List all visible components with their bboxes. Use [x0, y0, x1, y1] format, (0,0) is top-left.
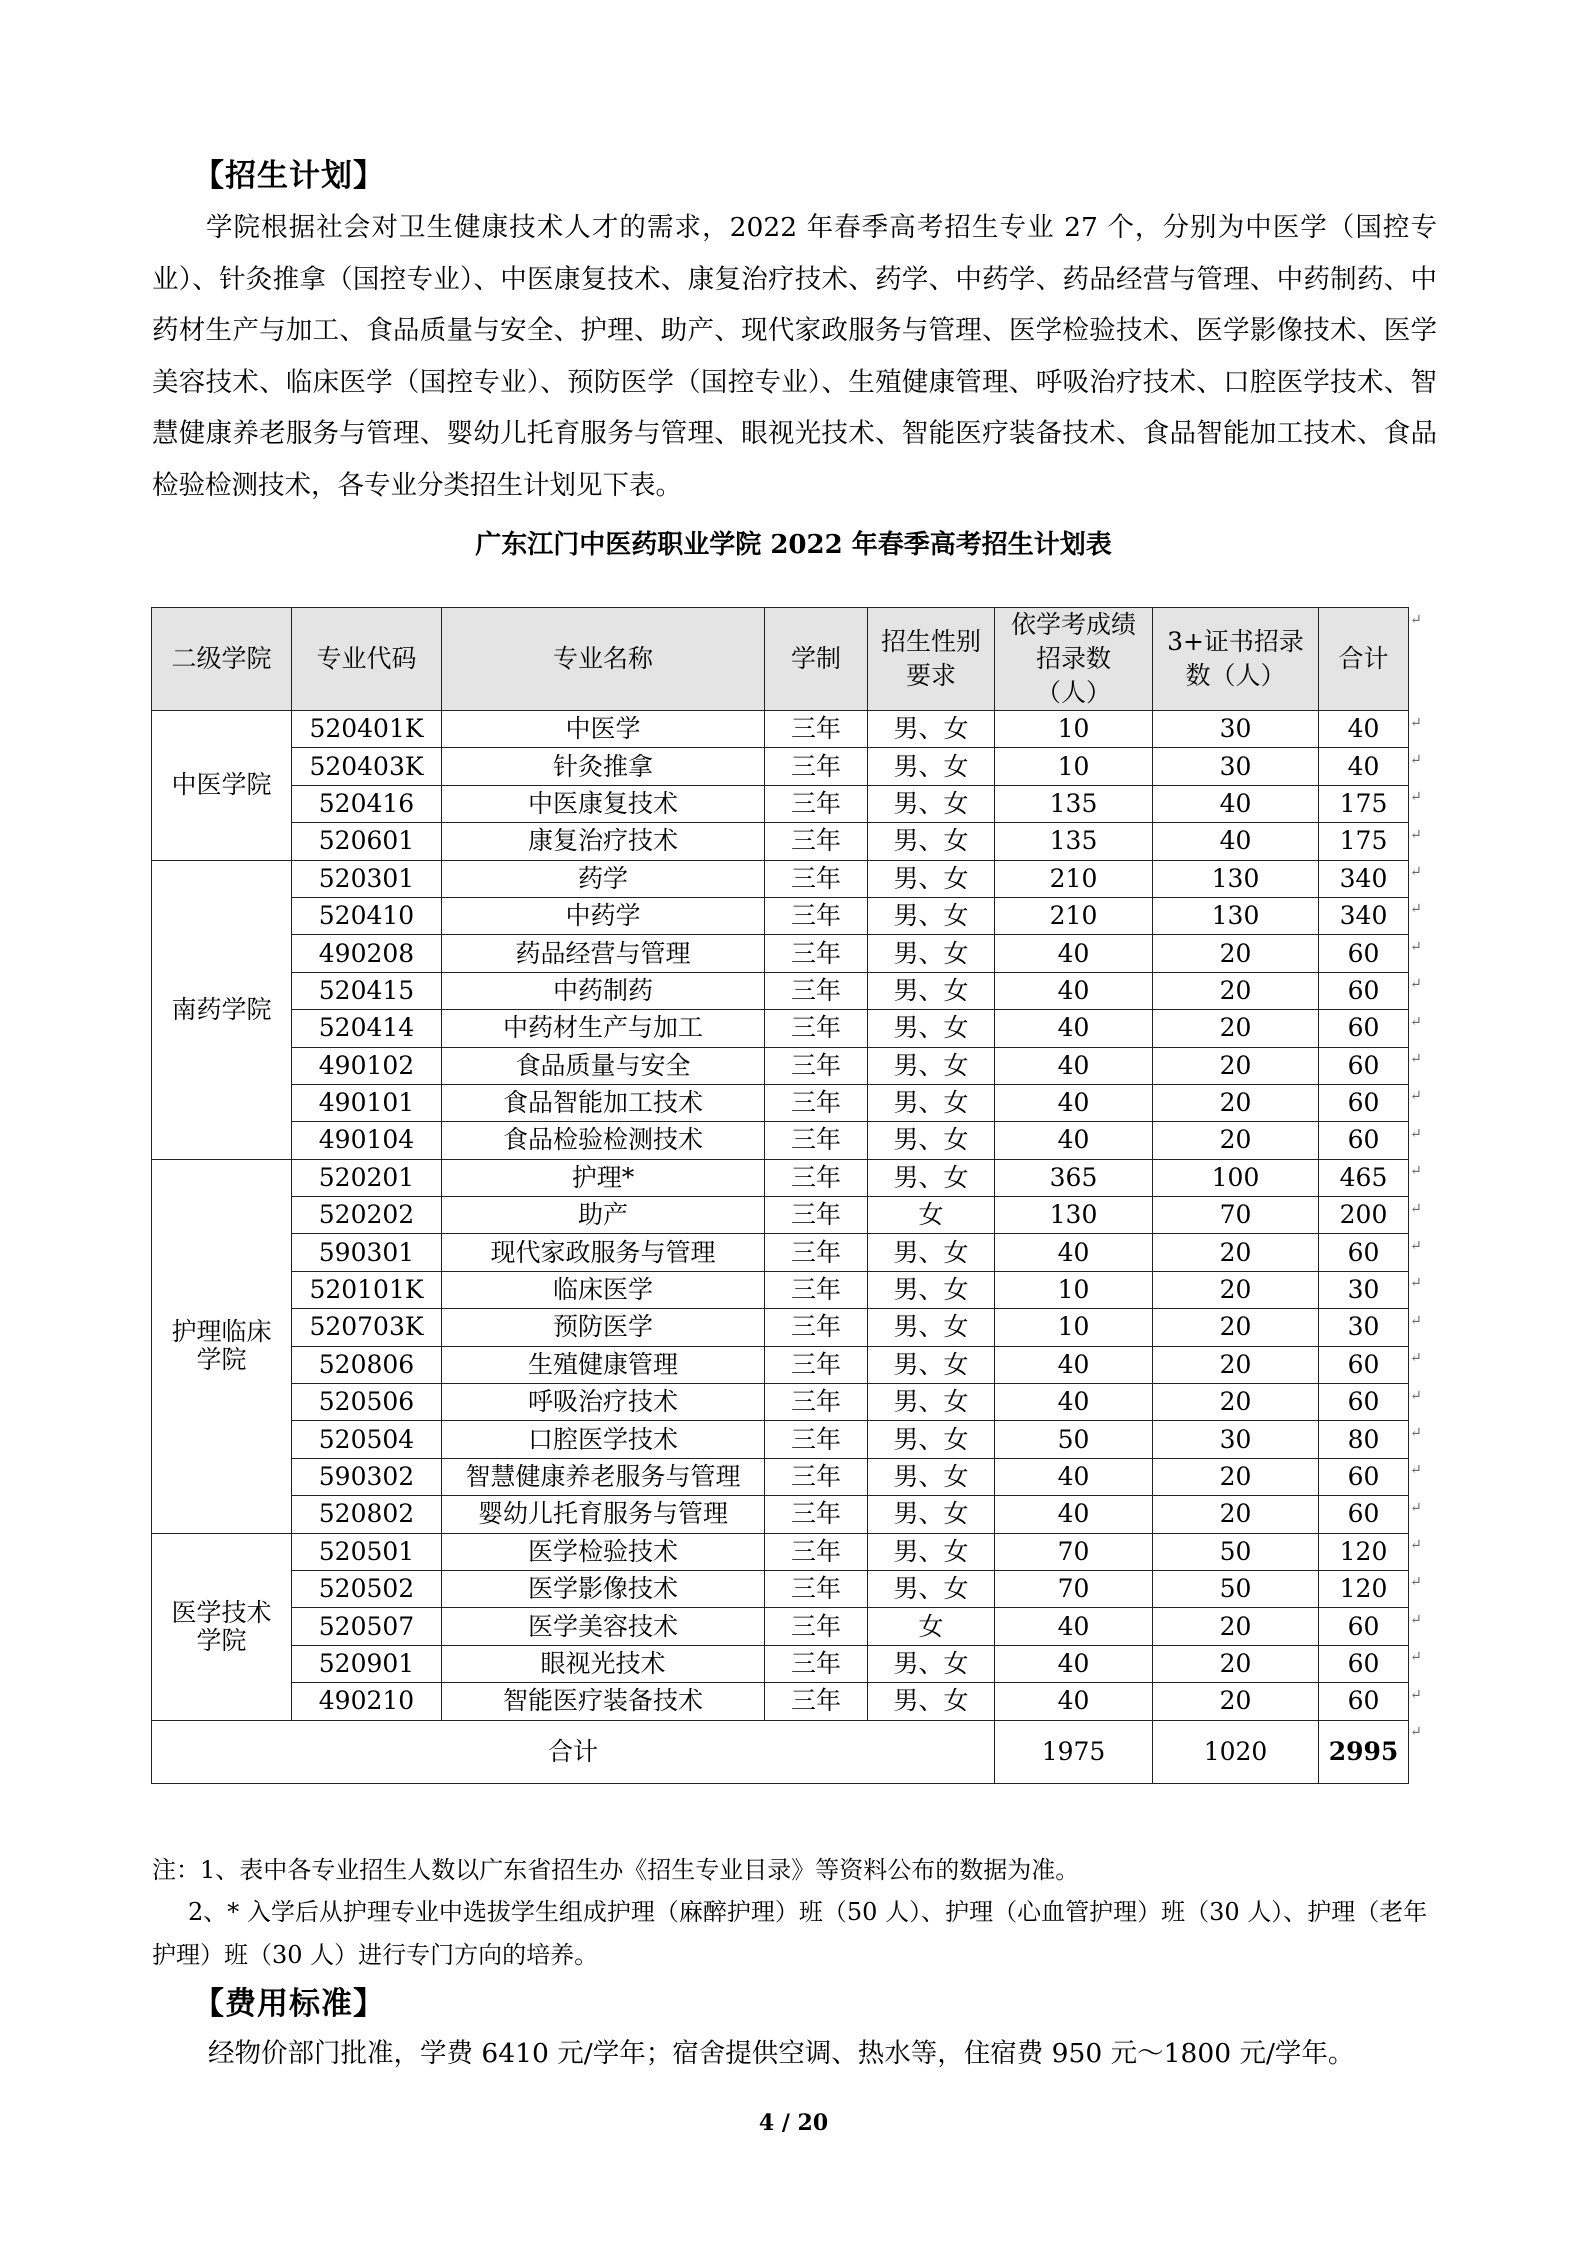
- major-name: 生殖健康管理: [442, 1346, 765, 1383]
- major-name: 中药学: [442, 897, 765, 934]
- table-row: [152, 1570, 1409, 1607]
- row-total: 340: [1319, 897, 1409, 934]
- total-cert-quota: 1020: [1153, 1720, 1319, 1783]
- cert-quota: 20: [1153, 935, 1319, 972]
- major-code: 520802: [292, 1496, 442, 1533]
- row-end-mark: ↵: [1410, 1350, 1422, 1367]
- gender-requirement: 男、女: [868, 897, 995, 934]
- table-row: [152, 1234, 1409, 1271]
- major-code: 520101K: [292, 1271, 442, 1308]
- cert-quota: 20: [1153, 1047, 1319, 1084]
- cert-quota: 20: [1153, 1084, 1319, 1121]
- major-name: 食品检验检测技术: [442, 1122, 765, 1159]
- major-name: 呼吸治疗技术: [442, 1384, 765, 1421]
- cert-quota: 20: [1153, 1645, 1319, 1682]
- row-end-mark: ↵: [1410, 976, 1422, 993]
- score-quota: 210: [995, 860, 1153, 897]
- table-row: [152, 1421, 1409, 1458]
- row-total: 40: [1319, 748, 1409, 785]
- score-quota: 70: [995, 1533, 1153, 1570]
- duration: 三年: [765, 1570, 868, 1607]
- major-name: 医学美容技术: [442, 1608, 765, 1645]
- gender-requirement: 男、女: [868, 748, 995, 785]
- row-total: 60: [1319, 1496, 1409, 1533]
- duration: 三年: [765, 1645, 868, 1682]
- row-end-mark: ↵: [1410, 1537, 1422, 1554]
- intro-paragraph: 学院根据社会对卫生健康技术人才的需求，2022 年春季高考招生专业 27 个，分别为中医学（国控专业）、针灸推拿（国控专业）、中医康复技术、康复治疗技术、药学、中药学、药品经营与管理、中药制药、中药材生产与加工、食品质量与安全、护理、助产、现代家政服务与管理、医学检验技术、医学影像技术、医学美容技术、临床医学（国控专业）、预防医学（国控专业）、生殖健康管理、呼吸治疗技术、口腔医学技术、智慧健康养老服务与管理、婴幼儿托育服务与管理、眼视光技术、智能医疗装备技术、食品智能加工技术、食品检验检测技术，各专业分类招生计划见下表。: [152, 212, 1437, 501]
- row-end-mark: ↵: [1410, 1200, 1422, 1217]
- cert-quota: 30: [1153, 711, 1319, 748]
- table-row: [152, 823, 1409, 860]
- score-quota: 40: [995, 1346, 1153, 1383]
- row-total: 60: [1319, 1084, 1409, 1121]
- major-name: 康复治疗技术: [442, 823, 765, 860]
- row-end-mark: ↵: [1410, 1686, 1422, 1703]
- gender-requirement: 男、女: [868, 711, 995, 748]
- gender-requirement: 男、女: [868, 1346, 995, 1383]
- duration: 三年: [765, 860, 868, 897]
- major-code: 520301: [292, 860, 442, 897]
- major-name: 药品经营与管理: [442, 935, 765, 972]
- duration: 三年: [765, 1234, 868, 1271]
- row-total: 200: [1319, 1197, 1409, 1234]
- row-end-mark: ↵: [1410, 1312, 1422, 1329]
- score-quota: 10: [995, 1309, 1153, 1346]
- major-code: 520415: [292, 972, 442, 1009]
- major-code: 520403K: [292, 748, 442, 785]
- total-score-quota: 1975: [995, 1720, 1153, 1783]
- major-name: 眼视光技术: [442, 1645, 765, 1682]
- major-name: 医学检验技术: [442, 1533, 765, 1570]
- total-label: 合计: [152, 1720, 995, 1783]
- major-name: 食品质量与安全: [442, 1047, 765, 1084]
- duration: 三年: [765, 748, 868, 785]
- cert-quota: 20: [1153, 1608, 1319, 1645]
- gender-requirement: 男、女: [868, 1010, 995, 1047]
- major-code: 520201: [292, 1159, 442, 1196]
- cert-quota: 20: [1153, 1683, 1319, 1720]
- row-end-mark: ↵: [1410, 1611, 1422, 1628]
- row-total: 175: [1319, 785, 1409, 822]
- note-2: 2、* 入学后从护理专业中选拔学生组成护理（麻醉护理）班（50 人）、护理（心血管护理）班（30 人）、护理（老年护理）班（30 人）进行专门方向的培养。: [152, 1898, 1428, 1969]
- duration: 三年: [765, 1346, 868, 1383]
- major-code: 520202: [292, 1197, 442, 1234]
- row-end-mark: ↵: [1410, 1237, 1422, 1254]
- cert-quota: 20: [1153, 972, 1319, 1009]
- duration: 三年: [765, 1309, 868, 1346]
- section-heading-fee: 【费用标准】: [193, 1986, 385, 2022]
- row-total: 30: [1319, 1271, 1409, 1308]
- duration: 三年: [765, 1197, 868, 1234]
- table-row: [152, 1047, 1409, 1084]
- row-end-mark: ↵: [1410, 611, 1422, 628]
- score-quota: 40: [995, 1234, 1153, 1271]
- gender-requirement: 男、女: [868, 1384, 995, 1421]
- row-total: 60: [1319, 935, 1409, 972]
- row-total: 465: [1319, 1159, 1409, 1196]
- cert-quota: 20: [1153, 1384, 1319, 1421]
- row-end-mark: ↵: [1410, 1275, 1422, 1292]
- duration: 三年: [765, 1608, 868, 1645]
- gender-requirement: 男、女: [868, 1309, 995, 1346]
- row-end-mark: ↵: [1410, 789, 1422, 806]
- row-total: 80: [1319, 1421, 1409, 1458]
- major-code: 520806: [292, 1346, 442, 1383]
- table-row: [152, 1010, 1409, 1047]
- major-code: 490210: [292, 1683, 442, 1720]
- gender-requirement: 男、女: [868, 1533, 995, 1570]
- major-name: 医学影像技术: [442, 1570, 765, 1607]
- row-end-mark: ↵: [1410, 938, 1422, 955]
- enrollment-plan-table: [151, 607, 1409, 1784]
- row-total: 60: [1319, 1608, 1409, 1645]
- table-row: [152, 1683, 1409, 1720]
- gender-requirement: 男、女: [868, 785, 995, 822]
- major-name: 中医学: [442, 711, 765, 748]
- major-name: 智能医疗装备技术: [442, 1683, 765, 1720]
- cert-quota: 100: [1153, 1159, 1319, 1196]
- score-quota: 40: [995, 935, 1153, 972]
- score-quota: 210: [995, 897, 1153, 934]
- row-end-mark: ↵: [1410, 751, 1422, 768]
- score-quota: 130: [995, 1197, 1153, 1234]
- gender-requirement: 男、女: [868, 823, 995, 860]
- major-code: 520502: [292, 1570, 442, 1607]
- row-end-mark: ↵: [1410, 1574, 1422, 1591]
- row-total: 60: [1319, 1384, 1409, 1421]
- gender-requirement: 女: [868, 1608, 995, 1645]
- row-end-mark: ↵: [1410, 864, 1422, 881]
- gender-requirement: 男、女: [868, 1570, 995, 1607]
- row-end-mark: ↵: [1410, 1724, 1422, 1741]
- section-heading-plan: 【招生计划】: [193, 158, 385, 194]
- row-total: 60: [1319, 1458, 1409, 1495]
- table-title: 广东江门中医药职业学院 2022 年春季高考招生计划表: [475, 530, 1112, 560]
- cert-quota: 20: [1153, 1309, 1319, 1346]
- header-code: 专业代码: [292, 608, 442, 711]
- major-name: 护理*: [442, 1159, 765, 1196]
- gender-requirement: 男、女: [868, 972, 995, 1009]
- major-name: 食品智能加工技术: [442, 1084, 765, 1121]
- cert-quota: 20: [1153, 1496, 1319, 1533]
- note-1: 注：1、表中各专业招生人数以广东省招生办《招生专业目录》等资料公布的数据为准。: [152, 1856, 1080, 1884]
- table-total-row: [152, 1720, 1409, 1783]
- score-quota: 40: [995, 1645, 1153, 1682]
- duration: 三年: [765, 1458, 868, 1495]
- row-total: 60: [1319, 1010, 1409, 1047]
- header-score-quota: 依学考成绩招录数（人）: [995, 608, 1153, 711]
- cert-quota: 40: [1153, 785, 1319, 822]
- cert-quota: 50: [1153, 1570, 1319, 1607]
- gender-requirement: 男、女: [868, 1234, 995, 1271]
- cert-quota: 130: [1153, 860, 1319, 897]
- header-cert-quota: 3+证书招录数（人）: [1153, 608, 1319, 711]
- row-end-mark: ↵: [1410, 714, 1422, 731]
- cert-quota: 30: [1153, 748, 1319, 785]
- score-quota: 40: [995, 1608, 1153, 1645]
- gender-requirement: 男、女: [868, 1645, 995, 1682]
- table-row: [152, 1384, 1409, 1421]
- major-name: 中医康复技术: [442, 785, 765, 822]
- score-quota: 10: [995, 748, 1153, 785]
- major-name: 现代家政服务与管理: [442, 1234, 765, 1271]
- cert-quota: 20: [1153, 1010, 1319, 1047]
- cert-quota: 20: [1153, 1458, 1319, 1495]
- major-name: 助产: [442, 1197, 765, 1234]
- row-end-mark: ↵: [1410, 901, 1422, 918]
- score-quota: 10: [995, 1271, 1153, 1308]
- header-major: 专业名称: [442, 608, 765, 711]
- row-total: 120: [1319, 1533, 1409, 1570]
- table-row: [152, 1159, 1409, 1196]
- table-row: [152, 1496, 1409, 1533]
- duration: 三年: [765, 1496, 868, 1533]
- row-total: 60: [1319, 1346, 1409, 1383]
- row-total: 120: [1319, 1570, 1409, 1607]
- major-name: 临床医学: [442, 1271, 765, 1308]
- score-quota: 135: [995, 785, 1153, 822]
- major-code: 520703K: [292, 1309, 442, 1346]
- table-row: [152, 785, 1409, 822]
- gender-requirement: 男、女: [868, 1496, 995, 1533]
- score-quota: 70: [995, 1570, 1153, 1607]
- major-code: 490104: [292, 1122, 442, 1159]
- row-end-mark: ↵: [1410, 1051, 1422, 1068]
- duration: 三年: [765, 1159, 868, 1196]
- row-total: 60: [1319, 1683, 1409, 1720]
- row-total: 60: [1319, 1645, 1409, 1682]
- table-row: [152, 1309, 1409, 1346]
- duration: 三年: [765, 935, 868, 972]
- score-quota: 40: [995, 1496, 1153, 1533]
- header-college: 二级学院: [152, 608, 292, 711]
- cert-quota: 40: [1153, 823, 1319, 860]
- total-sum: 2995: [1319, 1720, 1409, 1783]
- row-end-mark: ↵: [1410, 1462, 1422, 1479]
- row-total: 60: [1319, 1122, 1409, 1159]
- gender-requirement: 男、女: [868, 1271, 995, 1308]
- row-end-mark: ↵: [1410, 1125, 1422, 1142]
- major-code: 490102: [292, 1047, 442, 1084]
- table-row: [152, 1346, 1409, 1383]
- table-row: [152, 1122, 1409, 1159]
- row-end-mark: ↵: [1410, 1424, 1422, 1441]
- table-row: [152, 1197, 1409, 1234]
- table-row: [152, 1608, 1409, 1645]
- major-name: 中药制药: [442, 972, 765, 1009]
- table-row: [152, 972, 1409, 1009]
- major-code: 490208: [292, 935, 442, 972]
- major-code: 520401K: [292, 711, 442, 748]
- row-end-mark: ↵: [1410, 1499, 1422, 1516]
- major-code: 520901: [292, 1645, 442, 1682]
- gender-requirement: 女: [868, 1197, 995, 1234]
- cert-quota: 30: [1153, 1421, 1319, 1458]
- duration: 三年: [765, 1533, 868, 1570]
- score-quota: 40: [995, 1458, 1153, 1495]
- table-header-row: [152, 608, 1409, 711]
- duration: 三年: [765, 1683, 868, 1720]
- row-end-mark: ↵: [1410, 1387, 1422, 1404]
- cert-quota: 20: [1153, 1271, 1319, 1308]
- major-code: 520414: [292, 1010, 442, 1047]
- cert-quota: 20: [1153, 1122, 1319, 1159]
- major-name: 针灸推拿: [442, 748, 765, 785]
- college-name: 南药学院: [152, 860, 292, 1159]
- duration: 三年: [765, 1122, 868, 1159]
- major-name: 智慧健康养老服务与管理: [442, 1458, 765, 1495]
- score-quota: 365: [995, 1159, 1153, 1196]
- major-name: 中药材生产与加工: [442, 1010, 765, 1047]
- duration: 三年: [765, 823, 868, 860]
- major-code: 490101: [292, 1084, 442, 1121]
- table-row: [152, 897, 1409, 934]
- row-total: 60: [1319, 1234, 1409, 1271]
- cert-quota: 20: [1153, 1346, 1319, 1383]
- table-row: [152, 935, 1409, 972]
- cert-quota: 70: [1153, 1197, 1319, 1234]
- score-quota: 40: [995, 1683, 1153, 1720]
- row-end-mark: ↵: [1410, 1013, 1422, 1030]
- row-total: 40: [1319, 711, 1409, 748]
- duration: 三年: [765, 1271, 868, 1308]
- college-name: 中医学院: [152, 711, 292, 861]
- row-total: 175: [1319, 823, 1409, 860]
- fee-paragraph: 经物价部门批准，学费 6410 元/学年；宿舍提供空调、热水等，住宿费 950 元～1800 元/学年。: [208, 2038, 1355, 2069]
- gender-requirement: 男、女: [868, 1458, 995, 1495]
- gender-requirement: 男、女: [868, 935, 995, 972]
- major-name: 预防医学: [442, 1309, 765, 1346]
- major-code: 590302: [292, 1458, 442, 1495]
- major-code: 520501: [292, 1533, 442, 1570]
- major-code: 590301: [292, 1234, 442, 1271]
- duration: 三年: [765, 897, 868, 934]
- major-code: 520416: [292, 785, 442, 822]
- duration: 三年: [765, 785, 868, 822]
- row-total: 30: [1319, 1309, 1409, 1346]
- college-name: 护理临床学院: [152, 1159, 292, 1533]
- major-name: 口腔医学技术: [442, 1421, 765, 1458]
- table-row: [152, 1084, 1409, 1121]
- page-number: 4 / 20: [758, 2110, 829, 2136]
- table-row: [152, 748, 1409, 785]
- duration: 三年: [765, 711, 868, 748]
- row-total: 60: [1319, 1047, 1409, 1084]
- row-end-mark: ↵: [1410, 826, 1422, 843]
- table-row: [152, 1533, 1409, 1570]
- row-end-mark: ↵: [1410, 1649, 1422, 1666]
- score-quota: 40: [995, 1084, 1153, 1121]
- header-total: 合计: [1319, 608, 1409, 711]
- college-name: 医学技术学院: [152, 1533, 292, 1720]
- table-row: [152, 1645, 1409, 1682]
- duration: 三年: [765, 1084, 868, 1121]
- row-end-mark: ↵: [1410, 1163, 1422, 1180]
- table-row: [152, 860, 1409, 897]
- cert-quota: 20: [1153, 1234, 1319, 1271]
- major-name: 婴幼儿托育服务与管理: [442, 1496, 765, 1533]
- gender-requirement: 男、女: [868, 860, 995, 897]
- major-code: 520506: [292, 1384, 442, 1421]
- header-gender: 招生性别要求: [868, 608, 995, 711]
- row-total: 60: [1319, 972, 1409, 1009]
- table-row: [152, 1458, 1409, 1495]
- row-total: 340: [1319, 860, 1409, 897]
- major-code: 520410: [292, 897, 442, 934]
- score-quota: 40: [995, 1047, 1153, 1084]
- row-end-mark: ↵: [1410, 1088, 1422, 1105]
- gender-requirement: 男、女: [868, 1122, 995, 1159]
- score-quota: 50: [995, 1421, 1153, 1458]
- table-row: [152, 711, 1409, 748]
- gender-requirement: 男、女: [868, 1683, 995, 1720]
- duration: 三年: [765, 972, 868, 1009]
- major-code: 520504: [292, 1421, 442, 1458]
- table-row: [152, 1271, 1409, 1308]
- score-quota: 40: [995, 1122, 1153, 1159]
- duration: 三年: [765, 1384, 868, 1421]
- duration: 三年: [765, 1010, 868, 1047]
- score-quota: 10: [995, 711, 1153, 748]
- gender-requirement: 男、女: [868, 1084, 995, 1121]
- major-code: 520507: [292, 1608, 442, 1645]
- cert-quota: 130: [1153, 897, 1319, 934]
- score-quota: 40: [995, 972, 1153, 1009]
- score-quota: 40: [995, 1384, 1153, 1421]
- score-quota: 135: [995, 823, 1153, 860]
- gender-requirement: 男、女: [868, 1047, 995, 1084]
- score-quota: 40: [995, 1010, 1153, 1047]
- major-code: 520601: [292, 823, 442, 860]
- gender-requirement: 男、女: [868, 1159, 995, 1196]
- gender-requirement: 男、女: [868, 1421, 995, 1458]
- header-duration: 学制: [765, 608, 868, 711]
- major-name: 药学: [442, 860, 765, 897]
- duration: 三年: [765, 1047, 868, 1084]
- duration: 三年: [765, 1421, 868, 1458]
- cert-quota: 50: [1153, 1533, 1319, 1570]
